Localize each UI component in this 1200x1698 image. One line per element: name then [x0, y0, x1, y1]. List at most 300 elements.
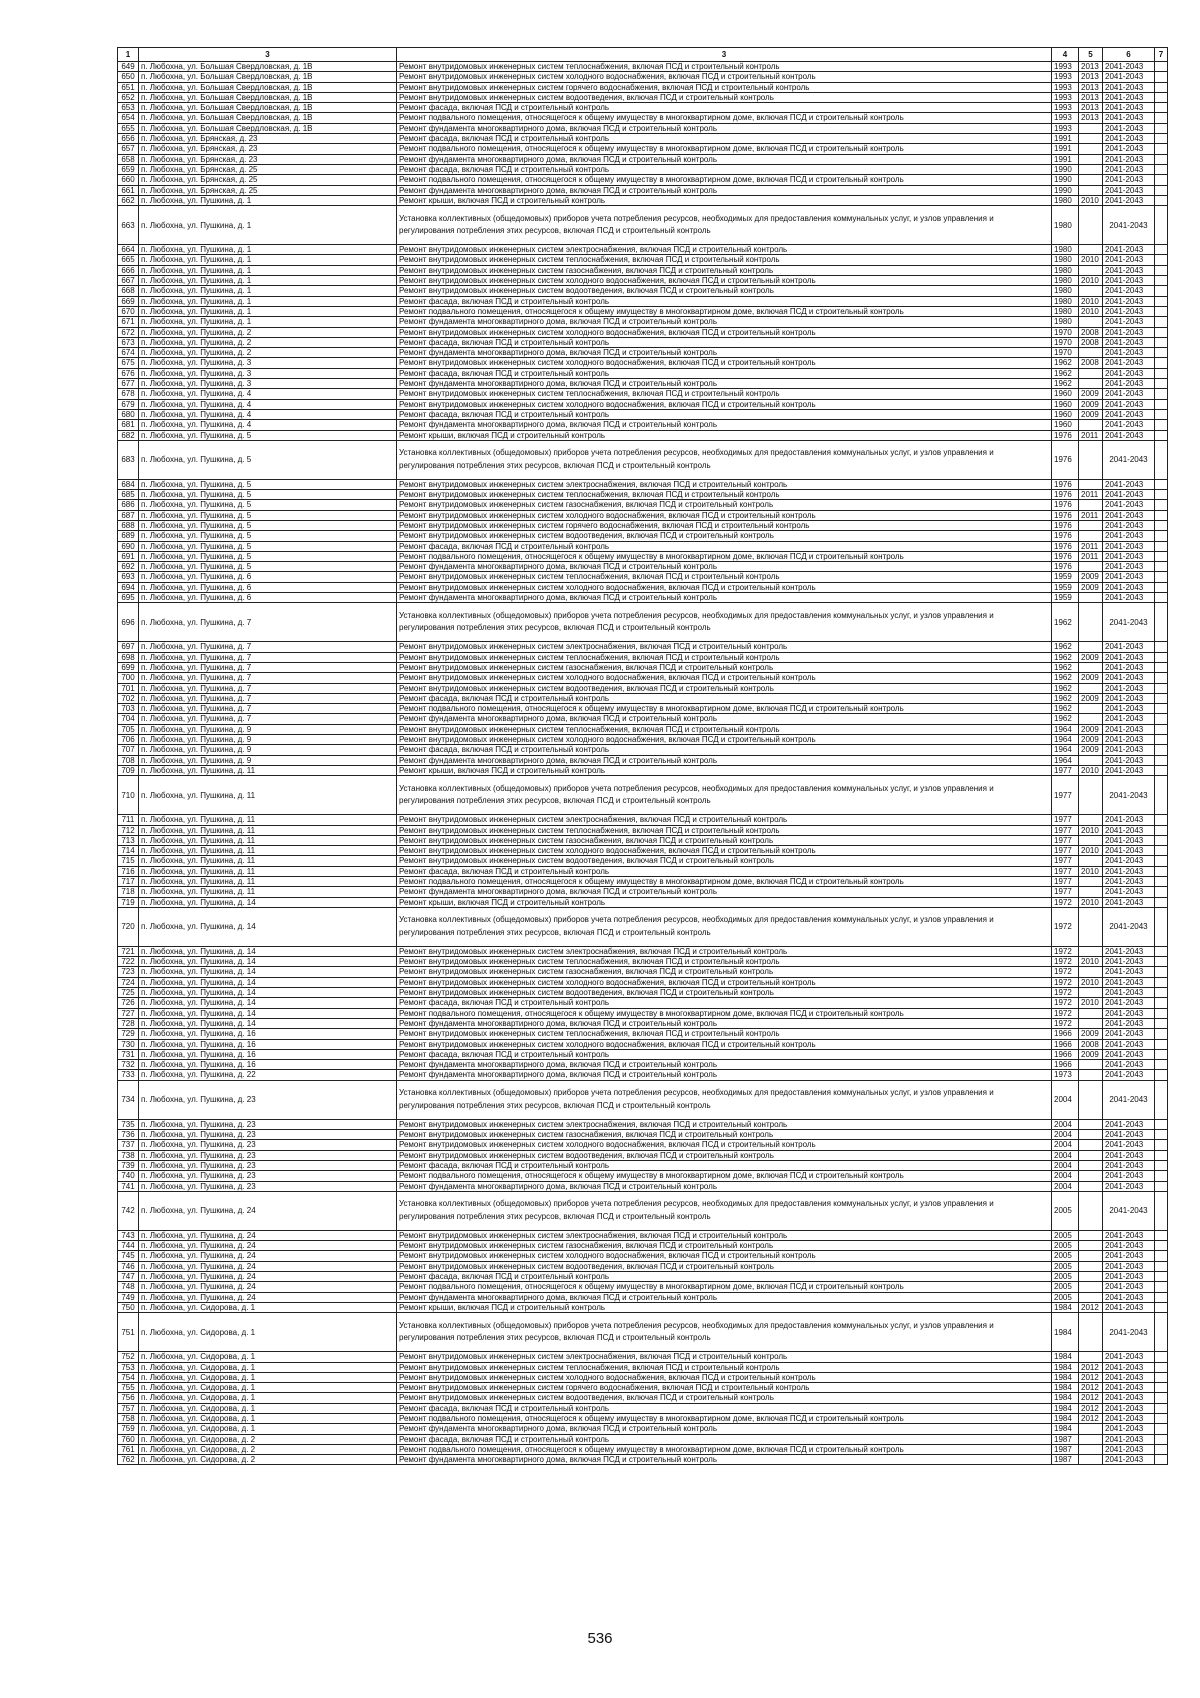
- last-repair-year-cell: [1079, 286, 1103, 296]
- row-number-cell: 679: [118, 399, 139, 409]
- build-year-cell: 1960: [1052, 420, 1079, 430]
- empty-cell: [1155, 510, 1168, 520]
- table-row: [118, 1272, 1168, 1282]
- address-cell: п. Любохна, ул. Сидорова, д. 1: [139, 1413, 397, 1423]
- empty-cell: [1155, 1282, 1168, 1292]
- empty-cell: [1155, 1130, 1168, 1140]
- work-type-cell: Ремонт внутридомовых инженерных систем холодного водоснабжения, включая ПСД и строительный контроль: [397, 1251, 1052, 1261]
- planned-period-cell: 2041-2043: [1103, 490, 1155, 500]
- address-cell: п. Любохна, ул. Пушкина, д. 1: [139, 195, 397, 205]
- row-number-cell: 751: [118, 1313, 139, 1352]
- build-year-cell: 1991: [1052, 144, 1079, 154]
- last-repair-year-cell: [1079, 317, 1103, 327]
- last-repair-year-cell: 2009: [1079, 389, 1103, 399]
- row-number-cell: 745: [118, 1251, 139, 1261]
- row-number-cell: 676: [118, 368, 139, 378]
- row-number-cell: 683: [118, 440, 139, 479]
- build-year-cell: 2004: [1052, 1150, 1079, 1160]
- planned-period-cell: 2041-2043: [1103, 1130, 1155, 1140]
- address-cell: п. Любохна, ул. Большая Свердловская, д. 1В: [139, 103, 397, 113]
- address-cell: п. Любохна, ул. Брянская, д. 23: [139, 154, 397, 164]
- work-type-cell: Ремонт внутридомовых инженерных систем электроснабжения, включая ПСД и строительный контроль: [397, 1119, 1052, 1129]
- work-type-cell: Ремонт внутридомовых инженерных систем газоснабжения, включая ПСД и строительный контроль: [397, 967, 1052, 977]
- empty-cell: [1155, 440, 1168, 479]
- work-type-cell: Установка коллективных (общедомовых) приборов учета потребления ресурсов, необходимых для предоставления коммунальных услуг, и узлов управления и регулирования потребления этих ресурсов, включая ПСД и строительный контроль: [397, 1313, 1052, 1352]
- table-row: [118, 245, 1168, 255]
- work-type-cell: Ремонт внутридомовых инженерных систем водоотведения, включая ПСД и строительный контроль: [397, 286, 1052, 296]
- last-repair-year-cell: 2010: [1079, 765, 1103, 775]
- address-cell: п. Любохна, ул. Пушкина, д. 14: [139, 998, 397, 1008]
- empty-cell: [1155, 1424, 1168, 1434]
- address-cell: п. Любохна, ул. Пушкина, д. 6: [139, 593, 397, 603]
- row-number-cell: 729: [118, 1029, 139, 1039]
- last-repair-year-cell: [1079, 1150, 1103, 1160]
- last-repair-year-cell: [1079, 379, 1103, 389]
- address-cell: п. Любохна, ул. Пушкина, д. 7: [139, 704, 397, 714]
- empty-cell: [1155, 1434, 1168, 1444]
- empty-cell: [1155, 967, 1168, 977]
- build-year-cell: 1972: [1052, 946, 1079, 956]
- table-row: [118, 479, 1168, 489]
- work-type-cell: Ремонт фундамента многоквартирного дома, включая ПСД и строительный контроль: [397, 420, 1052, 430]
- empty-cell: [1155, 1251, 1168, 1261]
- planned-period-cell: 2041-2043: [1103, 1292, 1155, 1302]
- planned-period-cell: 2041-2043: [1103, 593, 1155, 603]
- empty-cell: [1155, 265, 1168, 275]
- empty-cell: [1155, 62, 1168, 72]
- address-cell: п. Любохна, ул. Пушкина, д. 4: [139, 399, 397, 409]
- work-type-cell: Ремонт внутридомовых инженерных систем водоотведения, включая ПСД и строительный контроль: [397, 1393, 1052, 1403]
- work-type-cell: Ремонт внутридомовых инженерных систем холодного водоснабжения, включая ПСД и строительный контроль: [397, 1140, 1052, 1150]
- row-number-cell: 742: [118, 1191, 139, 1230]
- table-row: [118, 551, 1168, 561]
- address-cell: п. Любохна, ул. Сидорова, д. 2: [139, 1434, 397, 1444]
- empty-cell: [1155, 195, 1168, 205]
- table-row: [118, 1372, 1168, 1382]
- address-cell: п. Любохна, ул. Сидорова, д. 1: [139, 1302, 397, 1312]
- planned-period-cell: 2041-2043: [1103, 693, 1155, 703]
- planned-period-cell: 2041-2043: [1103, 1181, 1155, 1191]
- address-cell: п. Любохна, ул. Пушкина, д. 24: [139, 1292, 397, 1302]
- row-number-cell: 732: [118, 1060, 139, 1070]
- table-row: [118, 714, 1168, 724]
- row-number-cell: 740: [118, 1171, 139, 1181]
- empty-cell: [1155, 735, 1168, 745]
- work-type-cell: Ремонт внутридомовых инженерных систем теплоснабжения, включая ПСД и строительный контроль: [397, 1362, 1052, 1372]
- work-type-cell: Ремонт фундамента многоквартирного дома, включая ПСД и строительный контроль: [397, 562, 1052, 572]
- empty-cell: [1155, 245, 1168, 255]
- build-year-cell: 1976: [1052, 520, 1079, 530]
- last-repair-year-cell: [1079, 967, 1103, 977]
- address-cell: п. Любохна, ул. Большая Свердловская, д. 1В: [139, 113, 397, 123]
- work-type-cell: Ремонт внутридомовых инженерных систем теплоснабжения, включая ПСД и строительный контроль: [397, 724, 1052, 734]
- address-cell: п. Любохна, ул. Сидорова, д. 1: [139, 1393, 397, 1403]
- last-repair-year-cell: [1079, 1434, 1103, 1444]
- last-repair-year-cell: [1079, 368, 1103, 378]
- table-row: [118, 420, 1168, 430]
- address-cell: п. Любохна, ул. Пушкина, д. 23: [139, 1140, 397, 1150]
- planned-period-cell: 2041-2043: [1103, 714, 1155, 724]
- work-type-cell: Ремонт подвального помещения, относящегося к общему имуществу в многоквартирном доме, включая ПСД и строительный контроль: [397, 1171, 1052, 1181]
- table-row: [118, 164, 1168, 174]
- planned-period-cell: 2041-2043: [1103, 1150, 1155, 1160]
- last-repair-year-cell: 2012: [1079, 1413, 1103, 1423]
- planned-period-cell: 2041-2043: [1103, 662, 1155, 672]
- table-row: [118, 977, 1168, 987]
- address-cell: п. Любохна, ул. Большая Свердловская, д. 1В: [139, 82, 397, 92]
- table-row: [118, 520, 1168, 530]
- last-repair-year-cell: 2011: [1079, 541, 1103, 551]
- row-number-cell: 671: [118, 317, 139, 327]
- empty-cell: [1155, 420, 1168, 430]
- table-row: [118, 846, 1168, 856]
- work-type-cell: Ремонт внутридомовых инженерных систем водоотведения, включая ПСД и строительный контроль: [397, 1150, 1052, 1160]
- table-row: [118, 175, 1168, 185]
- last-repair-year-cell: [1079, 642, 1103, 652]
- work-type-cell: Ремонт фундамента многоквартирного дома, включая ПСД и строительный контроль: [397, 348, 1052, 358]
- address-cell: п. Любохна, ул. Пушкина, д. 16: [139, 1029, 397, 1039]
- last-repair-year-cell: [1079, 1251, 1103, 1261]
- address-cell: п. Любохна, ул. Пушкина, д. 7: [139, 652, 397, 662]
- row-number-cell: 691: [118, 551, 139, 561]
- table-row: [118, 877, 1168, 887]
- address-cell: п. Любохна, ул. Пушкина, д. 6: [139, 572, 397, 582]
- address-cell: п. Любохна, ул. Пушкина, д. 1: [139, 265, 397, 275]
- last-repair-year-cell: 2009: [1079, 745, 1103, 755]
- work-type-cell: Ремонт подвального помещения, относящегося к общему имуществу в многоквартирном доме, включая ПСД и строительный контроль: [397, 1413, 1052, 1423]
- address-cell: п. Любохна, ул. Пушкина, д. 24: [139, 1261, 397, 1271]
- empty-cell: [1155, 296, 1168, 306]
- build-year-cell: 1976: [1052, 490, 1079, 500]
- planned-period-cell: 2041-2043: [1103, 652, 1155, 662]
- row-number-cell: 680: [118, 409, 139, 419]
- empty-cell: [1155, 103, 1168, 113]
- row-number-cell: 675: [118, 358, 139, 368]
- build-year-cell: 1984: [1052, 1393, 1079, 1403]
- row-number-cell: 724: [118, 977, 139, 987]
- address-cell: п. Любохна, ул. Брянская, д. 25: [139, 175, 397, 185]
- empty-cell: [1155, 1444, 1168, 1454]
- work-type-cell: Ремонт фундамента многоквартирного дома, включая ПСД и строительный контроль: [397, 317, 1052, 327]
- planned-period-cell: 2041-2043: [1103, 1261, 1155, 1271]
- table-row: [118, 693, 1168, 703]
- work-type-cell: Ремонт фасада, включая ПСД и строительный контроль: [397, 134, 1052, 144]
- address-cell: п. Любохна, ул. Пушкина, д. 24: [139, 1251, 397, 1261]
- empty-cell: [1155, 957, 1168, 967]
- row-number-cell: 666: [118, 265, 139, 275]
- empty-cell: [1155, 1393, 1168, 1403]
- row-number-cell: 701: [118, 683, 139, 693]
- address-cell: п. Любохна, ул. Пушкина, д. 9: [139, 745, 397, 755]
- work-type-cell: Ремонт внутридомовых инженерных систем горячего водоснабжения, включая ПСД и строительный контроль: [397, 1383, 1052, 1393]
- last-repair-year-cell: [1079, 776, 1103, 815]
- address-cell: п. Любохна, ул. Пушкина, д. 24: [139, 1282, 397, 1292]
- work-type-cell: Ремонт фасада, включая ПСД и строительный контроль: [397, 693, 1052, 703]
- last-repair-year-cell: [1079, 265, 1103, 275]
- build-year-cell: 1962: [1052, 368, 1079, 378]
- empty-cell: [1155, 389, 1168, 399]
- address-cell: п. Любохна, ул. Пушкина, д. 11: [139, 866, 397, 876]
- work-type-cell: Ремонт крыши, включая ПСД и строительный контроль: [397, 1302, 1052, 1312]
- empty-cell: [1155, 1261, 1168, 1271]
- row-number-cell: 672: [118, 327, 139, 337]
- address-cell: п. Любохна, ул. Пушкина, д. 9: [139, 735, 397, 745]
- planned-period-cell: 2041-2043: [1103, 977, 1155, 987]
- empty-cell: [1155, 1191, 1168, 1230]
- table-row: [118, 92, 1168, 102]
- address-cell: п. Любохна, ул. Пушкина, д. 7: [139, 683, 397, 693]
- empty-cell: [1155, 1029, 1168, 1039]
- last-repair-year-cell: [1079, 714, 1103, 724]
- address-cell: п. Любохна, ул. Пушкина, д. 11: [139, 846, 397, 856]
- work-type-cell: Ремонт фундамента многоквартирного дома, включая ПСД и строительный контроль: [397, 1292, 1052, 1302]
- build-year-cell: 1990: [1052, 175, 1079, 185]
- address-cell: п. Любохна, ул. Пушкина, д. 22: [139, 1070, 397, 1080]
- build-year-cell: 1980: [1052, 286, 1079, 296]
- table-row: [118, 317, 1168, 327]
- row-number-cell: 723: [118, 967, 139, 977]
- planned-period-cell: 2041-2043: [1103, 368, 1155, 378]
- last-repair-year-cell: 2011: [1079, 490, 1103, 500]
- table-row: [118, 1119, 1168, 1129]
- address-cell: п. Любохна, ул. Пушкина, д. 6: [139, 582, 397, 592]
- build-year-cell: 1962: [1052, 673, 1079, 683]
- build-year-cell: 1972: [1052, 1008, 1079, 1018]
- address-cell: п. Любохна, ул. Пушкина, д. 2: [139, 348, 397, 358]
- table-row: [118, 531, 1168, 541]
- table-row: [118, 409, 1168, 419]
- build-year-cell: 2004: [1052, 1140, 1079, 1150]
- row-number-cell: 700: [118, 673, 139, 683]
- table-row: [118, 765, 1168, 775]
- empty-cell: [1155, 1140, 1168, 1150]
- last-repair-year-cell: [1079, 887, 1103, 897]
- table-row: [118, 1444, 1168, 1454]
- row-number-cell: 673: [118, 337, 139, 347]
- build-year-cell: 2004: [1052, 1160, 1079, 1170]
- build-year-cell: 1962: [1052, 358, 1079, 368]
- work-type-cell: Ремонт внутридомовых инженерных систем теплоснабжения, включая ПСД и строительный контроль: [397, 255, 1052, 265]
- address-cell: п. Любохна, ул. Пушкина, д. 23: [139, 1160, 397, 1170]
- empty-cell: [1155, 1413, 1168, 1423]
- address-cell: п. Любохна, ул. Пушкина, д. 5: [139, 551, 397, 561]
- planned-period-cell: 2041-2043: [1103, 1039, 1155, 1049]
- last-repair-year-cell: 2010: [1079, 306, 1103, 316]
- work-type-cell: Установка коллективных (общедомовых) приборов учета потребления ресурсов, необходимых для предоставления коммунальных услуг, и узлов управления и регулирования потребления этих ресурсов, включая ПСД и строительный контроль: [397, 776, 1052, 815]
- row-number-cell: 660: [118, 175, 139, 185]
- row-number-cell: 735: [118, 1119, 139, 1129]
- table-row: [118, 1393, 1168, 1403]
- planned-period-cell: 2041-2043: [1103, 144, 1155, 154]
- empty-cell: [1155, 490, 1168, 500]
- address-cell: п. Любохна, ул. Пушкина, д. 23: [139, 1080, 397, 1119]
- work-type-cell: Ремонт внутридомовых инженерных систем холодного водоснабжения, включая ПСД и строительный контроль: [397, 977, 1052, 987]
- last-repair-year-cell: [1079, 1140, 1103, 1150]
- planned-period-cell: 2041-2043: [1103, 776, 1155, 815]
- build-year-cell: 1960: [1052, 389, 1079, 399]
- last-repair-year-cell: [1079, 815, 1103, 825]
- empty-cell: [1155, 399, 1168, 409]
- build-year-cell: 1977: [1052, 856, 1079, 866]
- planned-period-cell: 2041-2043: [1103, 164, 1155, 174]
- row-number-cell: 715: [118, 856, 139, 866]
- build-year-cell: 1977: [1052, 825, 1079, 835]
- table-row: [118, 887, 1168, 897]
- build-year-cell: 1977: [1052, 846, 1079, 856]
- planned-period-cell: 2041-2043: [1103, 856, 1155, 866]
- work-type-cell: Ремонт внутридомовых инженерных систем газоснабжения, включая ПСД и строительный контроль: [397, 1241, 1052, 1251]
- last-repair-year-cell: 2009: [1079, 724, 1103, 734]
- table-row: [118, 1070, 1168, 1080]
- build-year-cell: 1980: [1052, 245, 1079, 255]
- planned-period-cell: 2041-2043: [1103, 735, 1155, 745]
- address-cell: п. Любохна, ул. Пушкина, д. 2: [139, 327, 397, 337]
- work-type-cell: Ремонт внутридомовых инженерных систем газоснабжения, включая ПСД и строительный контроль: [397, 500, 1052, 510]
- last-repair-year-cell: 2010: [1079, 998, 1103, 1008]
- build-year-cell: 2005: [1052, 1282, 1079, 1292]
- address-cell: п. Любохна, ул. Сидорова, д. 1: [139, 1403, 397, 1413]
- address-cell: п. Любохна, ул. Пушкина, д. 3: [139, 368, 397, 378]
- address-cell: п. Любохна, ул. Пушкина, д. 5: [139, 510, 397, 520]
- table-row: [118, 82, 1168, 92]
- row-number-cell: 699: [118, 662, 139, 672]
- empty-cell: [1155, 582, 1168, 592]
- build-year-cell: 1962: [1052, 693, 1079, 703]
- last-repair-year-cell: [1079, 562, 1103, 572]
- planned-period-cell: 2041-2043: [1103, 1413, 1155, 1423]
- table-row: [118, 755, 1168, 765]
- planned-period-cell: 2041-2043: [1103, 296, 1155, 306]
- last-repair-year-cell: [1079, 1191, 1103, 1230]
- row-number-cell: 716: [118, 866, 139, 876]
- address-cell: п. Любохна, ул. Пушкина, д. 1: [139, 306, 397, 316]
- address-cell: п. Любохна, ул. Пушкина, д. 1: [139, 255, 397, 265]
- planned-period-cell: 2041-2043: [1103, 1191, 1155, 1230]
- planned-period-cell: 2041-2043: [1103, 134, 1155, 144]
- build-year-cell: 2005: [1052, 1230, 1079, 1240]
- address-cell: п. Любохна, ул. Пушкина, д. 23: [139, 1119, 397, 1129]
- planned-period-cell: 2041-2043: [1103, 479, 1155, 489]
- row-number-cell: 670: [118, 306, 139, 316]
- planned-period-cell: 2041-2043: [1103, 642, 1155, 652]
- work-type-cell: Ремонт внутридомовых инженерных систем электроснабжения, включая ПСД и строительный контроль: [397, 245, 1052, 255]
- empty-cell: [1155, 1383, 1168, 1393]
- empty-cell: [1155, 1272, 1168, 1282]
- address-cell: п. Любохна, ул. Сидорова, д. 1: [139, 1352, 397, 1362]
- empty-cell: [1155, 572, 1168, 582]
- last-repair-year-cell: 2013: [1079, 92, 1103, 102]
- row-number-cell: 649: [118, 62, 139, 72]
- table-row: [118, 430, 1168, 440]
- planned-period-cell: 2041-2043: [1103, 348, 1155, 358]
- last-repair-year-cell: 2010: [1079, 957, 1103, 967]
- last-repair-year-cell: 2010: [1079, 255, 1103, 265]
- table-row: [118, 1080, 1168, 1119]
- work-type-cell: Ремонт фундамента многоквартирного дома, включая ПСД и строительный контроль: [397, 887, 1052, 897]
- last-repair-year-cell: 2009: [1079, 572, 1103, 582]
- build-year-cell: 1977: [1052, 765, 1079, 775]
- last-repair-year-cell: [1079, 704, 1103, 714]
- planned-period-cell: 2041-2043: [1103, 582, 1155, 592]
- empty-cell: [1155, 500, 1168, 510]
- table-body: [118, 62, 1168, 1465]
- build-year-cell: 1964: [1052, 724, 1079, 734]
- table-row: [118, 306, 1168, 316]
- address-cell: п. Любохна, ул. Пушкина, д. 3: [139, 379, 397, 389]
- build-year-cell: 1976: [1052, 551, 1079, 561]
- build-year-cell: 1972: [1052, 957, 1079, 967]
- work-type-cell: Ремонт внутридомовых инженерных систем теплоснабжения, включая ПСД и строительный контроль: [397, 1029, 1052, 1039]
- empty-cell: [1155, 745, 1168, 755]
- address-cell: п. Любохна, ул. Пушкина, д. 11: [139, 815, 397, 825]
- table-row: [118, 185, 1168, 195]
- work-type-cell: Ремонт внутридомовых инженерных систем холодного водоснабжения, включая ПСД и строительный контроль: [397, 72, 1052, 82]
- table-row: [118, 815, 1168, 825]
- address-cell: п. Любохна, ул. Сидорова, д. 1: [139, 1424, 397, 1434]
- empty-cell: [1155, 1080, 1168, 1119]
- address-cell: п. Любохна, ул. Пушкина, д. 5: [139, 541, 397, 551]
- planned-period-cell: 2041-2043: [1103, 1029, 1155, 1039]
- row-number-cell: 737: [118, 1140, 139, 1150]
- table-row: [118, 379, 1168, 389]
- last-repair-year-cell: 2009: [1079, 693, 1103, 703]
- planned-period-cell: 2041-2043: [1103, 62, 1155, 72]
- last-repair-year-cell: [1079, 206, 1103, 245]
- table-row: [118, 1039, 1168, 1049]
- last-repair-year-cell: 2009: [1079, 1049, 1103, 1059]
- planned-period-cell: 2041-2043: [1103, 327, 1155, 337]
- planned-period-cell: 2041-2043: [1103, 603, 1155, 642]
- row-number-cell: 748: [118, 1282, 139, 1292]
- last-repair-year-cell: [1079, 593, 1103, 603]
- planned-period-cell: 2041-2043: [1103, 815, 1155, 825]
- table-row: [118, 123, 1168, 133]
- build-year-cell: 1962: [1052, 603, 1079, 642]
- last-repair-year-cell: 2009: [1079, 399, 1103, 409]
- empty-cell: [1155, 1292, 1168, 1302]
- last-repair-year-cell: [1079, 856, 1103, 866]
- table-row: [118, 1313, 1168, 1352]
- table-row: [118, 62, 1168, 72]
- build-year-cell: 1976: [1052, 510, 1079, 520]
- empty-cell: [1155, 593, 1168, 603]
- planned-period-cell: 2041-2043: [1103, 358, 1155, 368]
- empty-cell: [1155, 846, 1168, 856]
- planned-period-cell: 2041-2043: [1103, 175, 1155, 185]
- table-row: [118, 1352, 1168, 1362]
- table-row: [118, 704, 1168, 714]
- planned-period-cell: 2041-2043: [1103, 276, 1155, 286]
- last-repair-year-cell: [1079, 1272, 1103, 1282]
- planned-period-cell: 2041-2043: [1103, 1049, 1155, 1059]
- last-repair-year-cell: [1079, 1313, 1103, 1352]
- build-year-cell: 1984: [1052, 1403, 1079, 1413]
- table-row: [118, 500, 1168, 510]
- last-repair-year-cell: [1079, 1292, 1103, 1302]
- row-number-cell: 760: [118, 1434, 139, 1444]
- address-cell: п. Любохна, ул. Пушкина, д. 11: [139, 765, 397, 775]
- build-year-cell: 1966: [1052, 1029, 1079, 1039]
- empty-cell: [1155, 551, 1168, 561]
- build-year-cell: 1977: [1052, 835, 1079, 845]
- row-number-cell: 708: [118, 755, 139, 765]
- row-number-cell: 686: [118, 500, 139, 510]
- row-number-cell: 684: [118, 479, 139, 489]
- table-row: [118, 603, 1168, 642]
- planned-period-cell: 2041-2043: [1103, 1393, 1155, 1403]
- build-year-cell: 1959: [1052, 593, 1079, 603]
- row-number-cell: 739: [118, 1160, 139, 1170]
